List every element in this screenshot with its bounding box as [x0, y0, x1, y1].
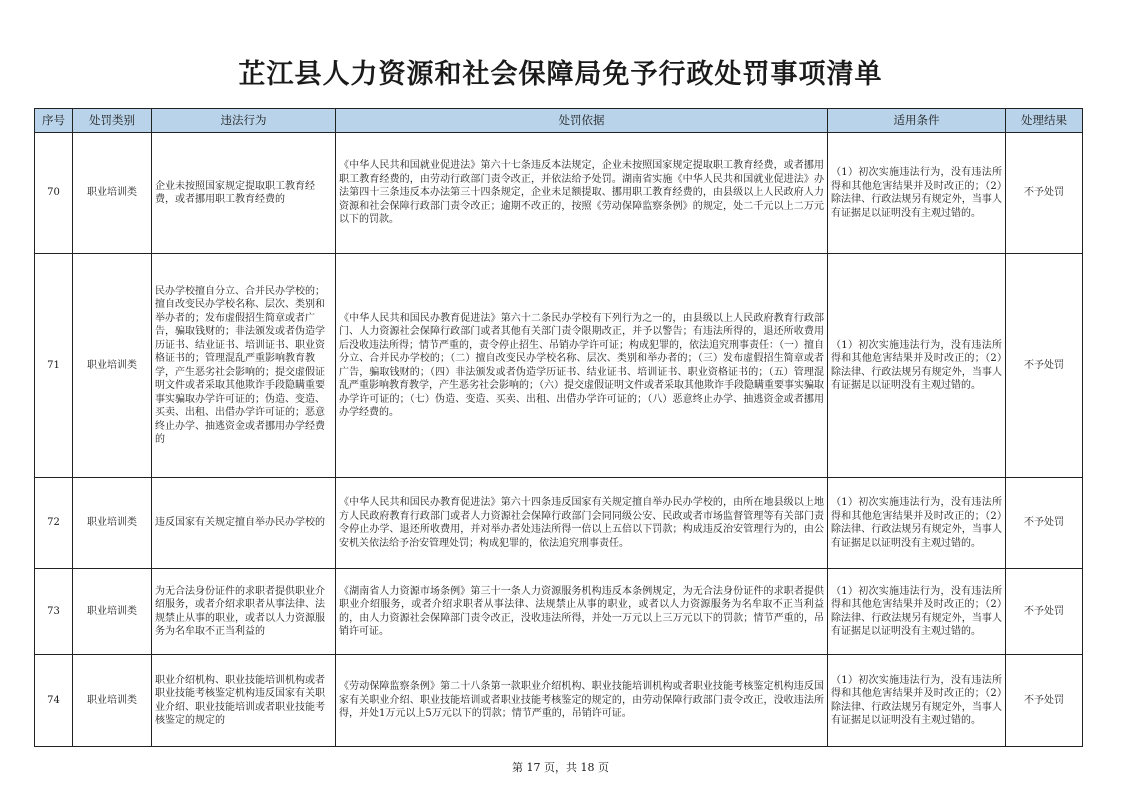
header-violation: 违法行为 [152, 109, 336, 133]
cell-basis: 《中华人民共和国民办教育促进法》第六十二条民办学校有下列行为之一的，由县级以上人民政府教育行政部门、人力资源社会保障行政部门或者其他有关部门责令限期改正，并予以警告；有违法所得的，退还所收费用后没收违法所得；情节严重的，责令停止招生、吊销办学许可证；构成犯罪的，依法追究刑事责任：（一）擅自分立、合并民办学校的；（二）擅自改变民办学校名称、层次、类别和举办者的；（三）发布虚假招生简章或者广告，骗取钱财的；（四）非法颁发或者伪造学历证书、结业证书、培训证书、职业资格证书的；（五）管理混乱严重影响教育教学，产生恶劣社会影响的；（六）提交虚假证明文件或者采取其他欺诈手段隐瞒重要事实骗取办学许可证的；（七）伪造、变造、买卖、出租、出借办学许可证的；（八）恶意终止办学、抽逃资金或者挪用办学经费的。 [336, 254, 828, 478]
penalty-table [34, 108, 1083, 747]
cell-no: 73 [35, 569, 73, 655]
cell-category: 职业培训类 [73, 569, 152, 655]
cell-category: 职业培训类 [73, 655, 152, 747]
table-row [35, 133, 1083, 254]
page-title: 芷江县人力资源和社会保障局免予行政处罚事项清单 [238, 59, 883, 90]
cell-no: 70 [35, 133, 73, 254]
table-row [35, 478, 1083, 569]
cell-category: 职业培训类 [73, 254, 152, 478]
cell-result: 不予处罚 [1006, 254, 1083, 478]
cell-result: 不予处罚 [1006, 133, 1083, 254]
cell-conditions: （1）初次实施违法行为，没有违法所得和其他危害结果并及时改正的；（2）除法律、行政法规另有规定外，当事人有证据足以证明没有主观过错的。 [828, 569, 1006, 655]
header-conditions: 适用条件 [828, 109, 1006, 133]
cell-result: 不予处罚 [1006, 655, 1083, 747]
cell-no: 74 [35, 655, 73, 747]
table-row [35, 655, 1083, 747]
cell-conditions: （1）初次实施违法行为，没有违法所得和其他危害结果并及时改正的；（2）除法律、行政法规另有规定外，当事人有证据足以证明没有主观过错的。 [828, 655, 1006, 747]
cell-no: 72 [35, 478, 73, 569]
cell-violation: 企业未按照国家规定提取职工教育经费，或者挪用职工教育经费的 [152, 133, 336, 254]
cell-result: 不予处罚 [1006, 569, 1083, 655]
cell-basis: 《中华人民共和国民办教育促进法》第六十四条违反国家有关规定擅自举办民办学校的，由所在地县级以上地方人民政府教育行政部门或者人力资源社会保障行政部门会同同级公安、民政或者市场监督管理等有关部门责令停止办学、退还所收费用，并对举办者处违法所得一倍以上五倍以下罚款；构成违反治安管理行为的，由公安机关依法给予治安管理处罚；构成犯罪的，依法追究刑事责任。 [336, 478, 828, 569]
header-category: 处罚类别 [73, 109, 152, 133]
header-no: 序号 [35, 109, 73, 133]
page-footer: 第 17 页，共 18 页 [512, 761, 609, 774]
header-result: 处理结果 [1006, 109, 1083, 133]
table-row [35, 254, 1083, 478]
cell-violation: 为无合法身份证件的求职者提供职业介绍服务，或者介绍求职者从事法律、法规禁止从事的职业，或者以人力资源服务为名牟取不正当利益的 [152, 569, 336, 655]
cell-no: 71 [35, 254, 73, 478]
cell-category: 职业培训类 [73, 478, 152, 569]
cell-conditions: （1）初次实施违法行为，没有违法所得和其他危害结果并及时改正的；（2）除法律、行政法规另有规定外，当事人有证据足以证明没有主观过错的。 [828, 254, 1006, 478]
table-header-row [35, 109, 1083, 133]
cell-basis: 《劳动保障监察条例》第二十八条第一款职业介绍机构、职业技能培训机构或者职业技能考核鉴定机构违反国家有关职业介绍、职业技能培训或者职业技能考核鉴定的规定的，由劳动保障行政部门责令改正，没收违法所得，并处1万元以上5万元以下的罚款；情节严重的，吊销许可证。 [336, 655, 828, 747]
cell-conditions: （1）初次实施违法行为，没有违法所得和其他危害结果并及时改正的；（2）除法律、行政法规另有规定外，当事人有证据足以证明没有主观过错的。 [828, 478, 1006, 569]
table-row [35, 569, 1083, 655]
cell-result: 不予处罚 [1006, 478, 1083, 569]
cell-violation: 民办学校擅自分立、合并民办学校的；擅自改变民办学校名称、层次、类别和举办者的；发布虚假招生简章或者广告，骗取钱财的；非法颁发或者伪造学历证书、结业证书、培训证书、职业资格证书的；管理混乱严重影响教育教学，产生恶劣社会影响的；提交虚假证明文件或者采取其他欺诈手段隐瞒重要事实骗取办学许可证的；伪造、变造、买卖、出租、出借办学许可证的；恶意终止办学、抽逃资金或者挪用办学经费的 [152, 254, 336, 478]
cell-basis: 《湖南省人力资源市场条例》第三十一条人力资源服务机构违反本条例规定，为无合法身份证件的求职者提供职业介绍服务，或者介绍求职者从事法律、法规禁止从事的职业，或者以人力资源服务为名牟取不正当利益的，由人力资源社会保障部门责令改正，没收违法所得，并处一万元以上三万元以下的罚款；情节严重的，吊销许可证。 [336, 569, 828, 655]
cell-basis: 《中华人民共和国就业促进法》第六十七条违反本法规定，企业未按照国家规定提取职工教育经费，或者挪用职工教育经费的，由劳动行政部门责令改正，并依法给予处罚。湖南省实施《中华人民共和国就业促进法》办法第四十三条违反本办法第三十四条规定，企业未足额提取、挪用职工教育经费的，由县级以上人民政府人力资源和社会保障行政部门责令改正；逾期不改正的，按照《劳动保障监察条例》的规定，处二千元以上二万元以下的罚款。 [336, 133, 828, 254]
cell-category: 职业培训类 [73, 133, 152, 254]
header-basis: 处罚依据 [336, 109, 828, 133]
cell-conditions: （1）初次实施违法行为，没有违法所得和其他危害结果并及时改正的；（2）除法律、行政法规另有规定外，当事人有证据足以证明没有主观过错的。 [828, 133, 1006, 254]
cell-violation: 职业介绍机构、职业技能培训机构或者职业技能考核鉴定机构违反国家有关职业介绍、职业技能培训或者职业技能考核鉴定的规定的 [152, 655, 336, 747]
cell-violation: 违反国家有关规定擅自举办民办学校的 [152, 478, 336, 569]
